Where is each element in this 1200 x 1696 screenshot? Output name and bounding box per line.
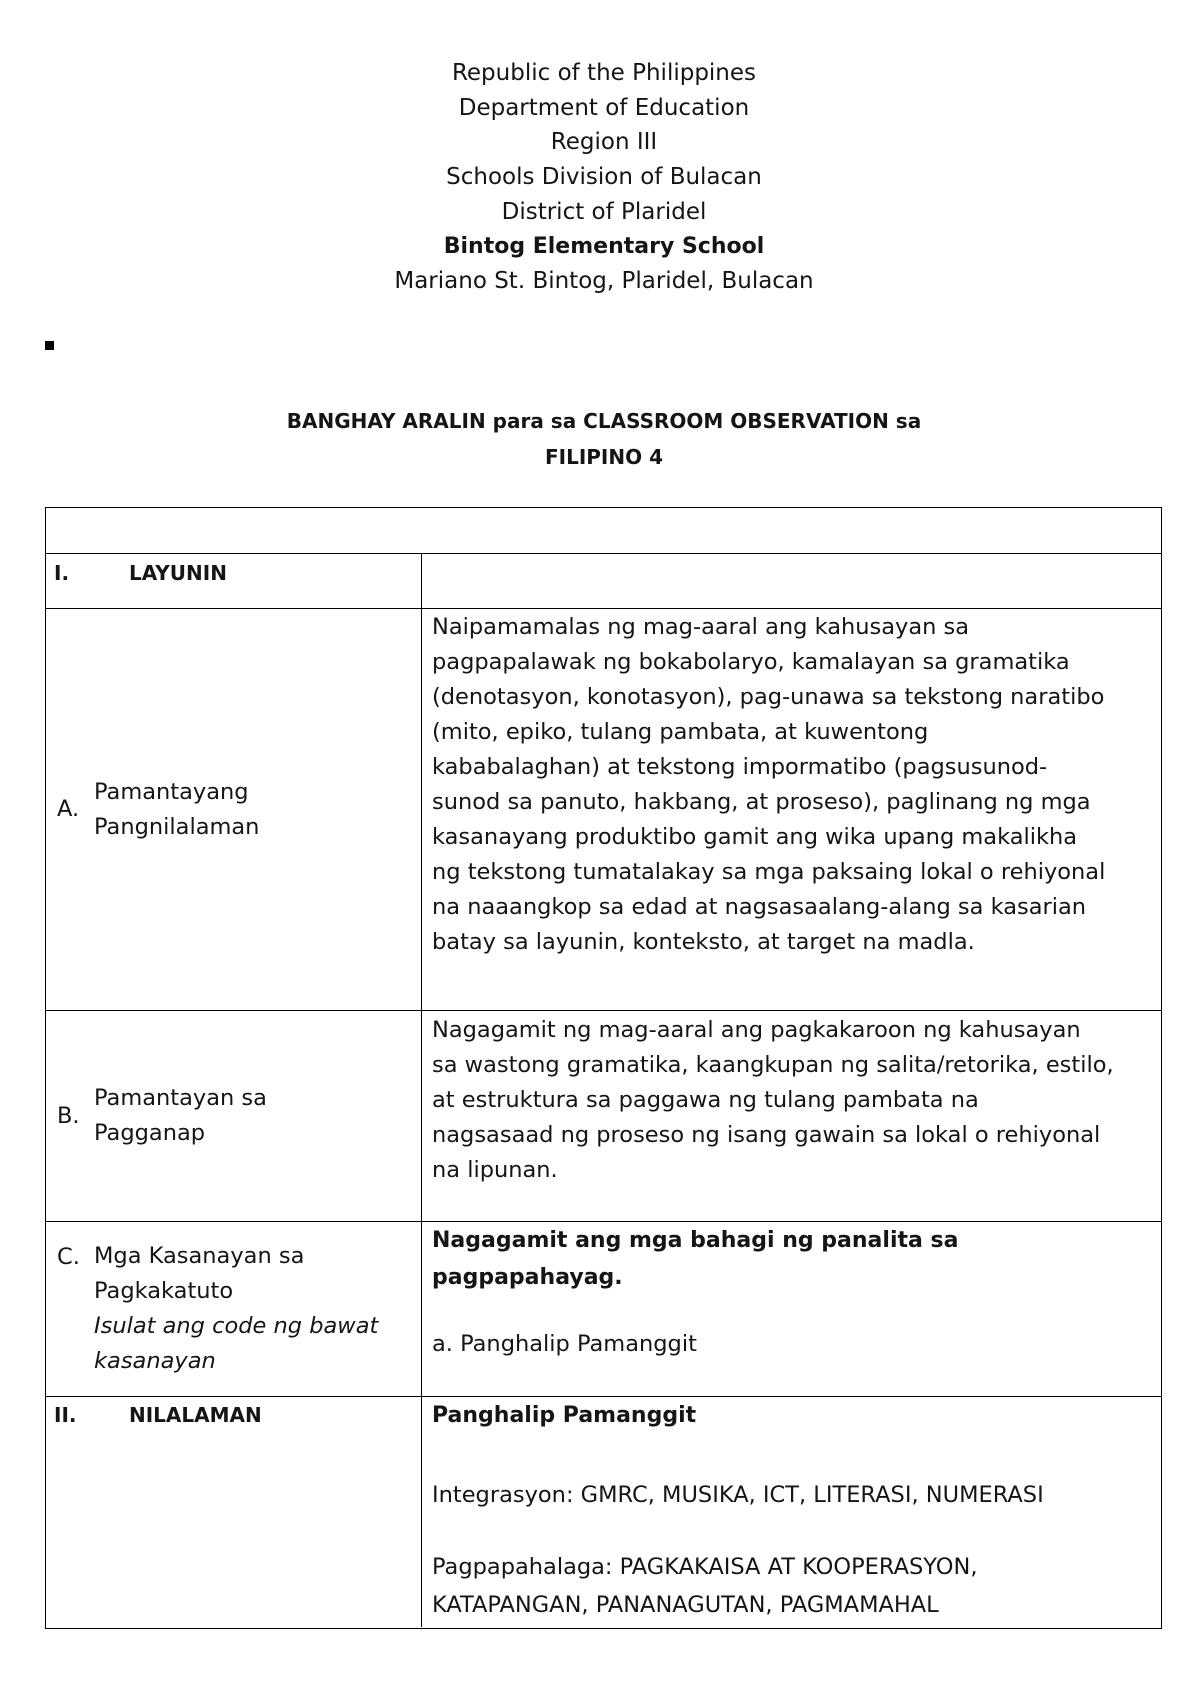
item-marker: A. xyxy=(57,796,80,822)
title-line-2: FILIPINO 4 xyxy=(544,445,663,469)
kasanayan-label-cell xyxy=(46,1222,422,1396)
nilalaman-content-cell xyxy=(422,1397,1161,1627)
content-text: Nagagamit ng mag-aaral ang pagkakaroon ng kahusayan sa wastong gramatika, kaangkupan ng salita/retorika, estilo, at estruktura sa paggawa ng tulang pambata na nagsasaad ng proseso ng isang gawain sa lokal o rehiyonal na lipunan. xyxy=(432,1017,1114,1183)
sub-item-text: a. Panghalip Pamanggit xyxy=(432,1331,697,1357)
table-row-pamantayang-pangnilalaman xyxy=(46,609,1161,1011)
title-line-1: BANGHAY ARALIN para sa CLASSROOM OBSERVATION sa xyxy=(286,409,922,433)
kasanayan-content-cell xyxy=(422,1222,1161,1396)
item-note: Isulat ang code ng bawat kasanayan xyxy=(94,1313,379,1374)
district-line: District of Plaridel xyxy=(501,198,707,225)
topic-text: Panghalip Pamanggit xyxy=(432,1403,697,1428)
section-number: I. xyxy=(54,561,70,585)
section-label: LAYUNIN xyxy=(129,561,227,585)
document-title xyxy=(8,403,1200,475)
table-header-row xyxy=(46,508,1161,554)
table-row-mga-kasanayan xyxy=(46,1222,1161,1397)
layunin-content-cell xyxy=(422,554,1161,608)
item-label: Pamantayang Pangnilalaman xyxy=(94,778,260,840)
competency-text: Nagagamit ang mga bahagi ng panalita sa pagpapahayag. xyxy=(432,1228,959,1290)
pagganap-label-cell xyxy=(46,1011,422,1221)
school-address: Mariano St. Bintog, Plaridel, Bulacan xyxy=(394,268,814,295)
item-marker: B. xyxy=(57,1102,80,1129)
lesson-plan-table xyxy=(45,507,1162,1629)
table-row-nilalaman xyxy=(46,1397,1161,1627)
item-label: Pamantayan sa Pagganap xyxy=(94,1085,267,1146)
section-label: NILALAMAN xyxy=(129,1403,262,1427)
pangnilalaman-label-cell xyxy=(46,609,422,1010)
letterhead xyxy=(8,56,1200,299)
division-line: Schools Division of Bulacan xyxy=(446,164,762,191)
pangnilalaman-content-cell xyxy=(422,609,1161,1010)
values-text: Pagpapahalaga: PAGKAKAISA AT KOOPERASYON, KATAPANGAN, PANANAGUTAN, PAGMAMAHAL xyxy=(432,1554,978,1618)
school-name: Bintog Elementary School xyxy=(443,233,765,259)
table-row-layunin xyxy=(46,554,1161,609)
content-text: Naipamamalas ng mag-aaral ang kahusayan sa pagpapalawak ng bokabolaryo, kamalayan sa gramatika (denotasyon, konotasyon), pag-unawa sa tekstong naratibo (mito, epiko, tulang pambata, at kuwentong kababalaghan) at tekstong impormatibo (pagsusunod- sunod sa panuto, hakbang, at proseso), paglinang ng mga kasanayang produktibo gamit ang wika upang makalikha ng tekstong tumatalakay sa mga paksaing lokal o rehiyonal na naaangkop sa edad at nagsasaalang-alang sa kasarian batay sa layunin, konteksto, at target na madla. xyxy=(432,614,1106,955)
table-row-pamantayan-sa-pagganap xyxy=(46,1011,1161,1222)
bullet-marker-icon xyxy=(45,341,54,350)
nilalaman-label-cell xyxy=(46,1397,422,1627)
integration-text: Integrasyon: GMRC, MUSIKA, ICT, LITERASI, NUMERASI xyxy=(432,1482,1044,1508)
layunin-label-cell xyxy=(46,554,422,608)
region-line: Region III xyxy=(550,129,658,156)
pagganap-content-cell xyxy=(422,1011,1161,1221)
item-marker: C. xyxy=(57,1244,80,1270)
republic-line: Republic of the Philippines xyxy=(451,60,757,86)
item-label: Mga Kasanayan sa Pagkakatuto xyxy=(94,1243,305,1304)
section-number: II. xyxy=(54,1403,77,1427)
department-line: Department of Education xyxy=(458,94,750,121)
